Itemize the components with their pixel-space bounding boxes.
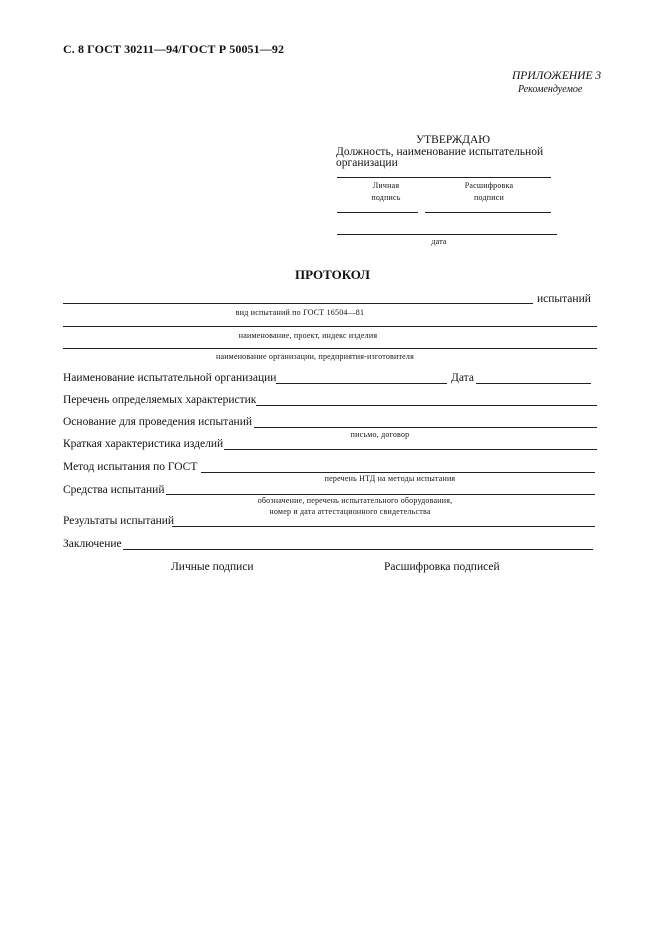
approval-decoding-line: [425, 212, 551, 213]
approval-position-line1: Должность, наименование испытательной: [336, 146, 544, 158]
test-type-line: [63, 303, 533, 304]
caption-method: перечень НТД на методы испытания: [324, 474, 456, 483]
method-line: [201, 472, 595, 473]
means-line: [166, 494, 595, 495]
caption-product: наименование, проект, индекс изделия: [238, 331, 378, 340]
date-caption: дата: [431, 237, 447, 246]
approval-position-line2: организации: [336, 157, 398, 169]
caption-means-1: обозначение, перечень испытательного оборудования,: [257, 496, 453, 505]
label-characteristics: Перечень определяемых характеристик: [63, 394, 257, 406]
manufacturer-line: [63, 348, 597, 349]
approval-title: УТВЕРЖДАЮ: [416, 134, 491, 146]
label-method: Метод испытания по ГОСТ: [63, 461, 198, 473]
product-line: [63, 326, 597, 327]
label-brief: Краткая характеристика изделий: [63, 438, 224, 450]
conclusion-line: [123, 549, 593, 550]
signature-caption-2: подпись: [371, 193, 401, 202]
approval-position-underline: [337, 177, 551, 178]
basis-line: [254, 427, 597, 428]
org-name-line: [276, 383, 447, 384]
signatures-decoding-label: Расшифровка подписей: [384, 561, 500, 573]
brief-line: [224, 449, 597, 450]
label-org-name: Наименование испытательной организации: [63, 372, 277, 384]
appendix-label: ПРИЛОЖЕНИЕ 3: [512, 70, 602, 82]
label-conclusion: Заключение: [63, 538, 122, 550]
appendix-status: Рекомендуемое: [518, 84, 583, 95]
signature-caption-1: Личная: [372, 181, 400, 190]
label-basis: Основание для проведения испытаний: [63, 416, 253, 428]
caption-basis: письмо, договор: [350, 430, 410, 439]
date-line: [476, 383, 591, 384]
results-line: [172, 526, 595, 527]
caption-manufacturer: наименование организации, предприятия-изготовителя: [215, 352, 415, 361]
caption-test-type: вид испытаний по ГОСТ 16504—81: [235, 308, 365, 317]
page-header: С. 8 ГОСТ 30211—94/ГОСТ Р 50051—92: [63, 42, 285, 56]
approval-signature-line: [337, 212, 418, 213]
tests-suffix: испытаний: [537, 293, 591, 305]
personal-signatures-label: Личные подписи: [171, 561, 254, 573]
protocol-title: ПРОТОКОЛ: [295, 267, 370, 282]
caption-means-2: номер и дата аттестационного свидетельства: [269, 507, 431, 516]
label-results: Результаты испытаний: [63, 515, 175, 527]
characteristics-line: [256, 405, 597, 406]
decoding-caption-1: Расшифровка: [464, 181, 514, 190]
decoding-caption-2: подписи: [474, 193, 504, 202]
label-means: Средства испытаний: [63, 484, 165, 496]
label-date: Дата: [451, 372, 474, 384]
approval-date-line: [337, 234, 557, 235]
